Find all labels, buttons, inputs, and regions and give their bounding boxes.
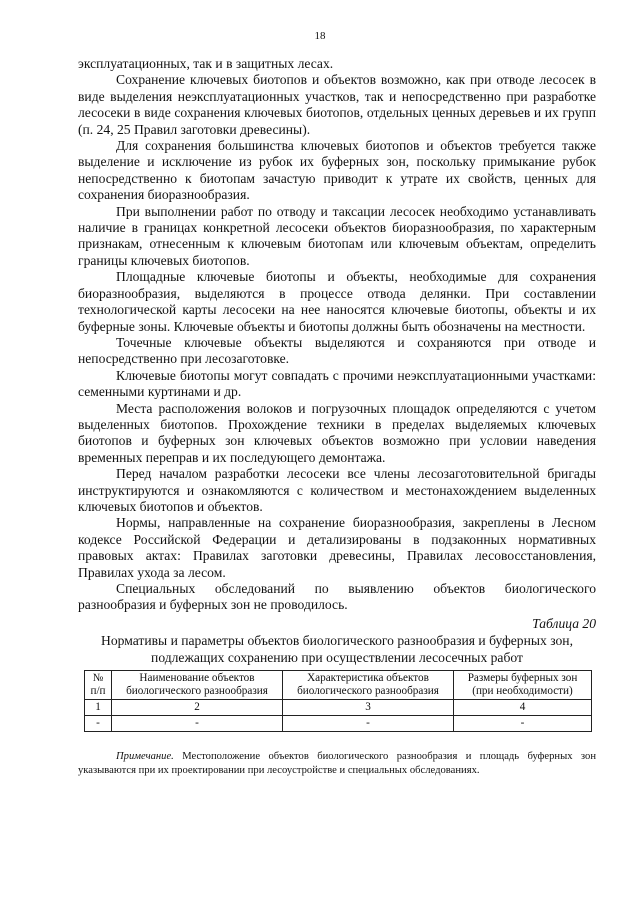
paragraph: Точечные ключевые объекты выделяются и сохраняются при отводе и непосредственно при лесозаготовке. (78, 334, 596, 367)
table-title: Нормативы и параметры объектов биологического разнообразия и буферных зон, подлежащих сохранению при осуществлении лесосечных работ (101, 633, 573, 665)
table-cell: 3 (283, 700, 454, 716)
paragraph: Специальных обследований по выявлению объектов биологического разнообразия и буферных зон не проводилось. (78, 581, 596, 613)
header-cell-number: № п/п (85, 671, 112, 700)
table-row (85, 700, 592, 716)
paragraph: Сохранение ключевых биотопов и объектов возможно, как при отводе лесосек в виде выделения неэксплуатационных участков, так и непосредственно при разработке лесосеки в виде сохранения ключевых биотопов, отдельных ценных деревьев и их групп (п. 24, 25 Правил заготовки древесины). (78, 72, 596, 137)
table-note (78, 750, 596, 777)
header-cell-buffer-size: Размеры буферных зон (при необходимости) (454, 671, 592, 700)
table-header-row (85, 671, 592, 700)
table-row (85, 716, 592, 732)
note-text: Местоположение объектов биологического разнообразия и площадь буферных зон указываются при их проектировании при лесоустройстве и специальных обследованиях. (78, 751, 596, 776)
header-cell-characteristic: Характеристика объектов биологического разнообразия (283, 671, 454, 700)
note-heading: Примечание. (116, 751, 174, 763)
header-cell-name: Наименование объектов биологического разнообразия (112, 671, 283, 700)
table-cell: 4 (454, 700, 592, 716)
paragraph: Площадные ключевые биотопы и объекты, необходимые для сохранения биоразнообразия, выделяются в процессе отвода делянки. При составлении технологической карты лесосеки на нее наносятся ключевые биотопы, объекты и их буферные зоны. Ключевые объекты и биотопы должны быть обозначены на местности. (78, 269, 596, 334)
table-cell: - (283, 716, 454, 732)
paragraph: Перед началом разработки лесосеки все члены лесозаготовительной бригады инструктируются и ознакомляются с количеством и местонахождением выделенных ключевых биотопов и объектов. (78, 466, 596, 514)
paragraph: Нормы, направленные на сохранение биоразнообразия, закреплены в Лесном кодексе Российской Федерации и детализированы в подзаконных нормативных правовых актах: Правилах заготовки древесины, Правилах лесовосстановления, Правилах ухода за лесом. (78, 515, 596, 580)
paragraph: эксплуатационных, так и в защитных лесах. (78, 56, 334, 71)
paragraph: Для сохранения большинства ключевых биотопов и объектов требуется также выделение и исключение из рубок их буферных зон, поскольку примыкание рубок непосредственно к биотопам зачастую приводит к утрате их свойств, ценных для сохранения биоразнообразия. (78, 138, 596, 203)
paragraph: Ключевые биотопы могут совпадать с прочими неэксплуатационными участками: семенными куртинами и др. (78, 367, 596, 400)
page-number: 18 (314, 30, 326, 42)
table-label: Таблица 20 (532, 615, 596, 631)
body-text (78, 56, 596, 777)
table-cell: - (454, 716, 592, 732)
paragraph: При выполнении работ по отводу и таксации лесосек необходимо устанавливать наличие в границах конкретной лесосеки объектов биоразнообразия, по характерным признакам, отнесенным к ключевым биотопам или ключевым объектам, определить границы ключевых биотопов. (78, 203, 596, 268)
table-cell: 2 (112, 700, 283, 716)
table-cell: - (85, 716, 112, 732)
biodiversity-table (84, 670, 592, 732)
table-cell: - (112, 716, 283, 732)
table-cell: 1 (85, 700, 112, 716)
paragraph: Места расположения волоков и погрузочных площадок определяются с учетом выделенных биотопов. Прохождение техники в пределах выделяемых ключевых биотопов и буферных зон ключевых объектов возможно при условии наведения временных переправ и их последующего демонтажа. (78, 400, 596, 465)
